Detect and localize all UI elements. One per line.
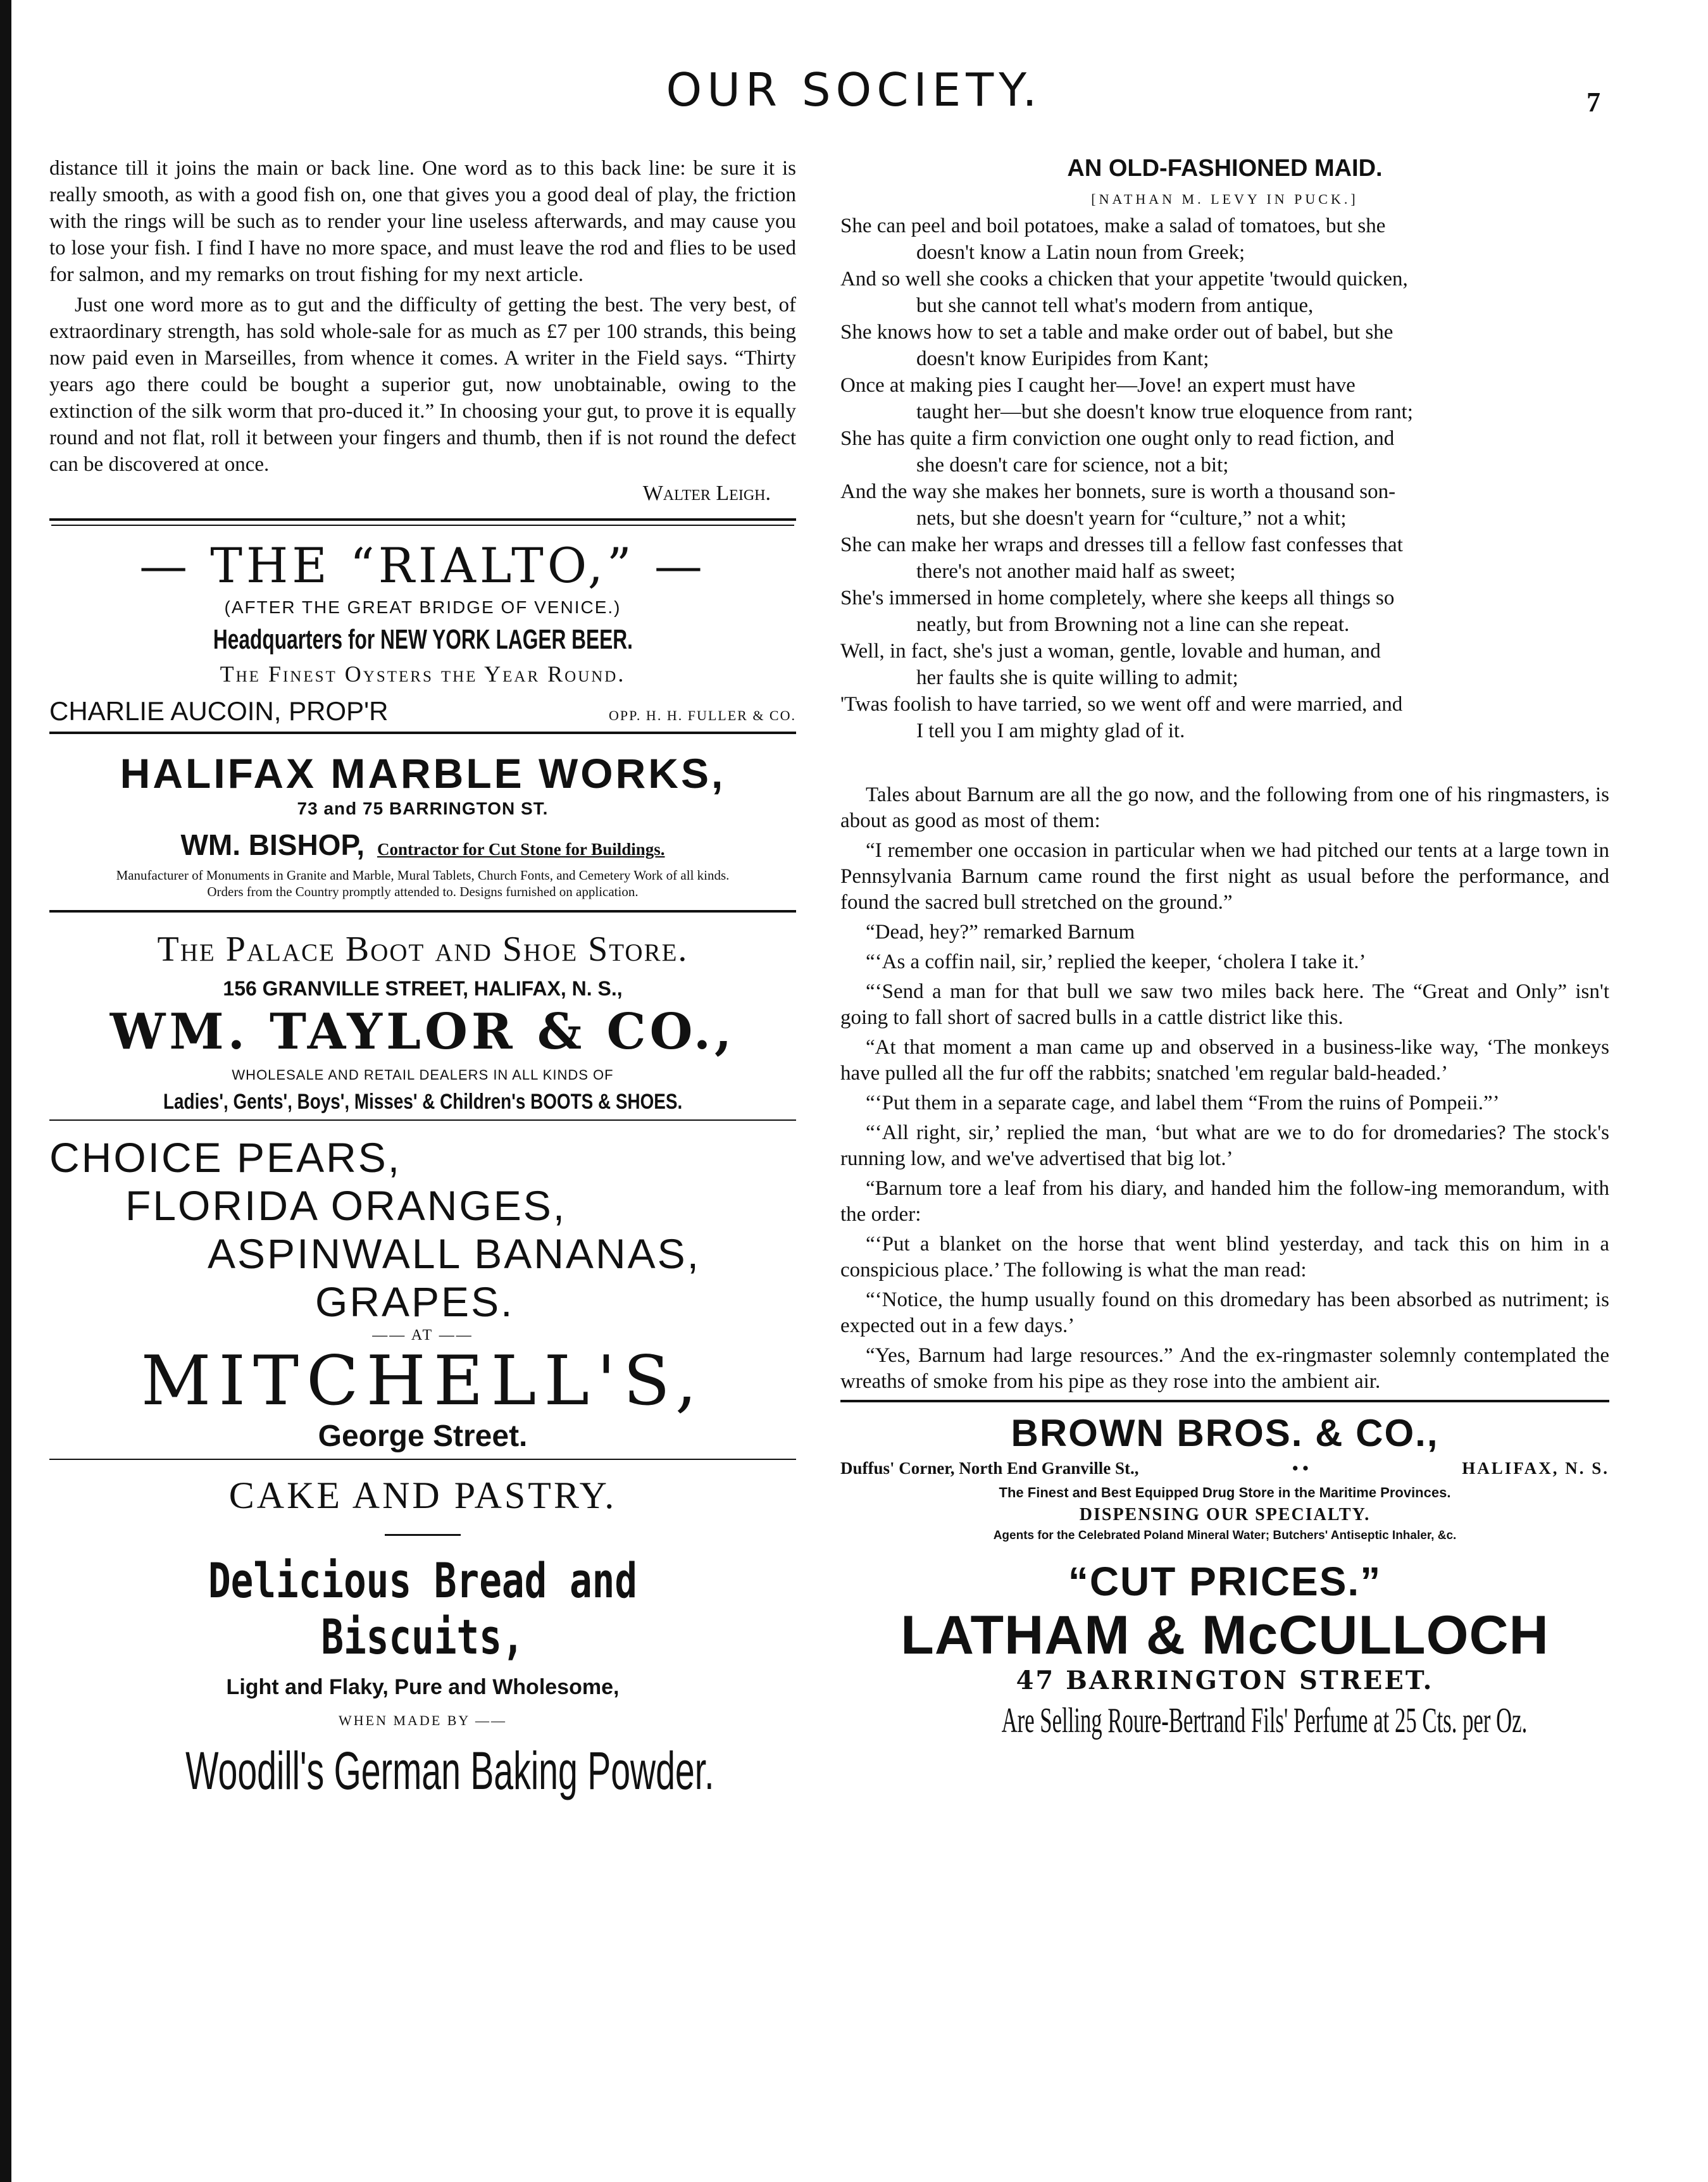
brown-bros-ad	[840, 1411, 1609, 1543]
divider	[49, 1119, 796, 1121]
rialto-tagline: The Finest Oysters the Year Round.	[220, 661, 626, 687]
brown-city: HALIFAX, N. S.	[1462, 1459, 1609, 1478]
poem-line: She can peel and boil potatoes, make a salad of tomatoes, but she doesn't know a Latin noun from Greek;	[840, 215, 1386, 264]
bakery-made-by: WHEN MADE BY ——	[339, 1712, 507, 1728]
bakery-ad	[49, 1474, 796, 1802]
story-paragraph: “Barnum tore a leaf from his diary, and handed him the follow-ing memorandum, with the order:	[840, 1177, 1609, 1226]
poem-line: Well, in fact, she's just a woman, gentle, lovable and human, and her faults she is quite willing to admit;	[840, 640, 1381, 689]
article-paragraph: distance till it joins the main or back line. One word as to this back line: be sure it is really smooth, as with a good fish on, one that gives you a good deal of play, the friction with the rings will be such as to render your line useless afterwards, and may cause you to lose your fish. I find I have no more space, and must leave the rod and flies to be used for salmon, and my remarks on trout fishing for my next article.	[49, 157, 796, 286]
story-paragraph: “‘All right, sir,’ replied the man, ‘but what are we to do for dromedaries? The stock's running low, and we've advertised that big lot.’	[840, 1121, 1609, 1170]
latham-prices: “CUT PRICES.”	[1068, 1559, 1382, 1604]
rialto-headline: Headquarters for NEW YORK LAGER BEER.	[213, 624, 633, 655]
latham-ad	[840, 1558, 1609, 1741]
divider	[49, 732, 796, 734]
page-title: OUR SOCIETY.	[666, 63, 1042, 116]
story-paragraph: “At that moment a man came up and observed in a business-like way, ‘The monkeys have pulled all the fur off the rabbits; snatched 'em regular bald-headed.’	[840, 1036, 1609, 1085]
fruit-store: MITCHELL'S,	[140, 1342, 705, 1421]
latham-perfume: Are Selling Roure-Bertrand Fils' Perfume at 25 Cts. per Oz.	[1001, 1701, 1528, 1740]
poem-attribution: [NATHAN M. LEVY IN PUCK.]	[1091, 191, 1359, 207]
divider	[840, 1400, 1609, 1402]
marble-contractor: Contractor for Cut Stone for Buildings.	[377, 840, 665, 859]
poem	[840, 155, 1609, 744]
poem-line: And the way she makes her bonnets, sure is worth a thousand son- nets, but she doesn't yearn for “culture,” not a whit;	[840, 480, 1396, 530]
poem-line: She can make her wraps and dresses till a fellow fast confesses that there's not another maid half as sweet;	[840, 533, 1403, 583]
brown-specialty: DISPENSING OUR SPECIALTY.	[1079, 1505, 1371, 1524]
fruit-line: GRAPES.	[315, 1278, 514, 1325]
palace-dealers: WHOLESALE AND RETAIL DEALERS IN ALL KINDS OF	[232, 1067, 614, 1083]
bakery-cake: CAKE AND PASTRY.	[228, 1474, 617, 1516]
marble-owner: WM. BISHOP,	[180, 828, 365, 861]
article-paragraph: Just one word more as to gut and the difficulty of getting the best. The very best, of extraordinary strength, has sold whole-sale for as much as £7 per 100 strands, this being now paid even in Marseilles, from whence it comes. A writer in the Field says. “Thirty years ago there could be bought a superior gut, now unobtainable, owing to the extinction of the silk worm that pro-duced it.” In choosing your gut, to prove it is equally round and not flat, roll it between your fingers and thumb, then if is not round the defect can be discovered at once.	[49, 294, 796, 476]
left-column	[49, 155, 796, 1802]
rialto-name: — THE “RIALTO,” —	[139, 537, 706, 594]
story-paragraph: “‘Send a man for that bull we saw two miles back here. The “Great and Only” isn't going to fall short of sacred bulls in a cattle district like this.	[840, 980, 1609, 1029]
story-paragraph: Tales about Barnum are all the go now, and the following from one of his ringmasters, is about as good as most of them:	[840, 783, 1609, 832]
brown-corner: Duffus' Corner, North End Granville St.,	[840, 1459, 1139, 1478]
story-paragraph: “Dead, hey?” remarked Barnum	[866, 921, 1135, 944]
poem-title: AN OLD-FASHIONED MAID.	[1067, 155, 1383, 182]
palace-firm: WM. TAYLOR & CO.,	[109, 1003, 736, 1061]
fishing-article	[49, 155, 796, 506]
rialto-subtitle: (AFTER THE GREAT BRIDGE OF VENICE.)	[224, 597, 621, 617]
marble-orders: Orders from the Country promptly attended to. Designs furnished on application.	[207, 884, 639, 899]
story-paragraph: “‘Notice, the hump usually found on this dromedary has been absorbed as nutriment; is expected out in a few days.’	[840, 1288, 1609, 1337]
brown-agents: Agents for the Celebrated Poland Mineral Water; Butchers' Antiseptic Inhaler, &c.	[993, 1529, 1457, 1542]
marble-address: 73 and 75 BARRINGTON ST.	[297, 799, 549, 818]
brown-location-row	[840, 1459, 1609, 1478]
brown-finest: The Finest and Best Equipped Drug Store in the Maritime Provinces.	[999, 1485, 1451, 1500]
poem-line: Once at making pies I caught her—Jove! an expert must have taught her—but she doesn't know true eloquence from rant;	[840, 374, 1413, 423]
divider	[385, 1534, 461, 1536]
marble-services: Manufacturer of Monuments in Granite and Marble, Mural Tablets, Church Fonts, and Cemetery Work of all kinds.	[116, 868, 730, 883]
marble-name: HALIFAX MARBLE WORKS,	[120, 750, 726, 797]
page-header	[0, 63, 1708, 127]
article-signature: Walter Leigh.	[642, 482, 771, 505]
story-paragraph: “‘As a coffin nail, sir,’ replied the keeper, ‘cholera I take it.’	[866, 951, 1366, 973]
right-column	[840, 155, 1609, 1741]
rialto-location: OPP. H. H. FULLER & CO.	[609, 708, 796, 723]
story-paragraph: “I remember one occasion in particular when we had pitched our tents at a large town in Pennsylvania Barnum came round the first night as usual before the performance, and found the sacred bull stretched on the ground.”	[840, 839, 1609, 914]
poem-line: 'Twas foolish to have tarried, so we went off and were married, and I tell you I am mighty glad of it.	[840, 693, 1403, 742]
fruit-at: —— AT ——	[372, 1327, 473, 1343]
bakery-brand: Woodill's German Baking Powder.	[185, 1741, 714, 1800]
fruit-line: ASPINWALL BANANAS,	[208, 1230, 701, 1277]
brown-dots: • •	[1292, 1459, 1309, 1478]
divider	[49, 518, 796, 523]
fruit-street: George Street.	[318, 1419, 528, 1453]
poem-line: She has quite a firm conviction one ought only to read fiction, and she doesn't care for science, not a bit;	[840, 427, 1395, 477]
divider	[49, 1459, 796, 1460]
mitchells-fruit-ad	[49, 1133, 796, 1454]
rialto-ad	[49, 537, 796, 726]
bakery-qualities: Light and Flaky, Pure and Wholesome,	[226, 1675, 620, 1699]
palace-shoe-store-ad	[49, 929, 796, 1114]
marble-owner-row	[49, 828, 796, 862]
divider	[49, 910, 796, 913]
bakery-bread: Delicious Bread and Biscuits,	[208, 1552, 638, 1665]
rialto-proprietor: CHARLIE AUCOIN, PROP'R	[49, 696, 389, 726]
fruit-line: CHOICE PEARS,	[49, 1134, 402, 1181]
page-edge-bar	[0, 0, 11, 2182]
barnum-story	[840, 782, 1609, 1395]
story-paragraph: “‘Put a blanket on the horse that went blind yesterday, and tack this on him in a conspicious place.’ The following is what the man read:	[840, 1233, 1609, 1281]
latham-name: LATHAM & McCULLOCH	[901, 1605, 1549, 1666]
story-paragraph: “Yes, Barnum had large resources.” And the ex-ringmaster solemnly contemplated the wreaths of smoke from his pipe as they rose into the ambient air.	[840, 1344, 1609, 1393]
brown-name: BROWN BROS. & CO.,	[1011, 1412, 1439, 1454]
page-number: 7	[1586, 87, 1600, 118]
palace-goods: Ladies', Gents', Boys', Misses' & Children's BOOTS & SHOES.	[163, 1090, 683, 1114]
poem-line: She knows how to set a table and make order out of babel, but she doesn't know Euripides from Kant;	[840, 321, 1393, 370]
story-paragraph: “‘Put them in a separate cage, and label them “From the ruins of Pompeii.”’	[866, 1092, 1500, 1114]
poem-line: And so well she cooks a chicken that your appetite 'twould quicken, but she cannot tell what's modern from antique,	[840, 268, 1408, 317]
marble-works-ad	[49, 749, 796, 900]
palace-name: The Palace Boot and Shoe Store.	[157, 930, 689, 969]
palace-address: 156 GRANVILLE STREET, HALIFAX, N. S.,	[223, 977, 623, 1000]
fruit-line: FLORIDA ORANGES,	[125, 1182, 567, 1229]
poem-line: She's immersed in home completely, where she keeps all things so neatly, but from Browning not a line can she repeat.	[840, 587, 1395, 636]
latham-address: 47 BARRINGTON STREET.	[1016, 1666, 1434, 1695]
